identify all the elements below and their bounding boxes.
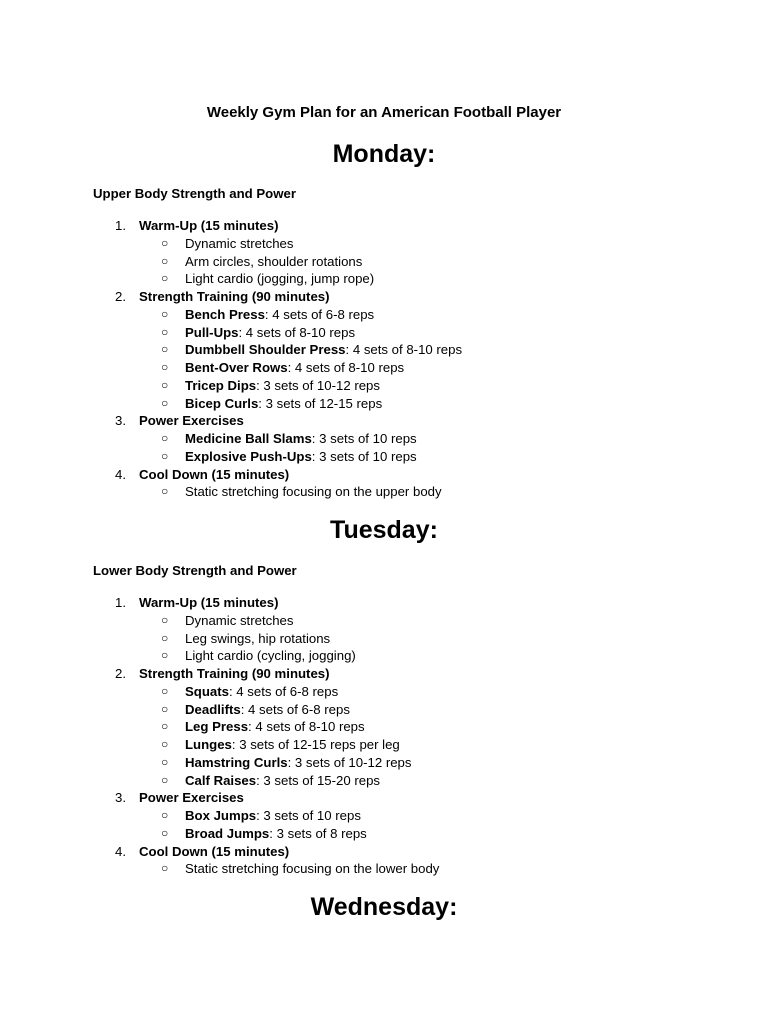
exercise-detail: : 4 sets of 8-10 reps [287,360,405,375]
day-focus-tuesday: Lower Body Strength and Power [93,563,297,578]
exercise-list-monday [93,217,462,501]
bullet-icon: ○ [161,431,169,445]
exercise-name: Bent-Over Rows [185,360,288,375]
day-heading-monday: Monday: [332,140,436,168]
exercise-detail: : 3 sets of 10-12 reps [256,377,380,393]
step-number: 2. [115,666,126,681]
step-title: Cool Down (15 minutes) [139,843,290,859]
step-sublist [93,306,462,413]
exercise-detail: : 4 sets of 6-8 reps [264,306,375,322]
item-text: Arm circles, shoulder rotations [185,253,363,269]
bullet-icon: ○ [161,342,169,357]
step-title: Warm-Up (15 minutes) [139,218,279,233]
bullet-icon: ○ [161,737,169,751]
day-heading-tuesday: Tuesday: [330,516,438,544]
exercise-detail: : 3 sets of 12-15 reps [258,395,383,411]
step-sublist [93,683,439,790]
list-item [93,448,462,466]
day-focus-monday: Upper Body Strength and Power [93,186,296,201]
exercise-list-tuesday [93,594,439,878]
item-text: Light cardio (jogging, jump rope) [185,271,375,287]
step-item [93,789,439,842]
step-sublist [93,807,439,843]
step-sublist [93,612,439,665]
list-item [93,647,439,665]
exercise-detail: : 3 sets of 10 reps [311,448,417,464]
list-item [93,341,462,359]
list-item [93,430,462,448]
item-text: Dynamic stretches [185,235,294,251]
exercise-detail: : 3 sets of 10 reps [311,431,417,446]
step-title: Strength Training (90 minutes) [139,666,330,681]
exercise-detail: : 4 sets of 8-10 reps [248,719,365,735]
step-title: Cool Down (15 minutes) [139,466,290,482]
bullet-icon: ○ [161,360,169,374]
exercise-name: Dumbbell Shoulder Press [185,342,346,358]
step-item [93,665,439,789]
list-item [93,860,439,878]
day-heading-wednesday: Wednesday: [310,893,458,921]
step-sublist [93,235,462,288]
item-text: Leg swings, hip rotations [185,630,331,646]
exercise-detail: : 4 sets of 8-10 reps [238,324,356,340]
exercise-detail: : 3 sets of 8 reps [269,825,367,841]
list-item [93,772,439,790]
list-item [93,683,439,701]
step-item [93,217,462,288]
exercise-name: Lunges [185,737,232,752]
bullet-icon: ○ [161,324,169,339]
exercise-name: Explosive Push-Ups [185,448,312,464]
exercise-detail: : 3 sets of 15-20 reps [256,772,380,788]
item-text: Dynamic stretches [185,612,294,628]
bullet-icon: ○ [161,808,169,822]
step-title: Strength Training (90 minutes) [139,289,330,304]
exercise-name: Pull-Ups [185,324,239,340]
step-item [93,843,439,879]
list-item [93,359,462,377]
step-number: 3. [115,413,126,429]
list-item [93,395,462,413]
bullet-icon: ○ [161,253,169,268]
bullet-icon: ○ [161,719,169,734]
step-item [93,412,462,465]
list-item [93,718,439,736]
exercise-detail: : 3 sets of 10 reps [256,808,361,823]
exercise-name: Medicine Ball Slams [185,431,312,446]
list-item [93,630,439,648]
document-title: Weekly Gym Plan for an American Football Player [206,104,562,121]
item-text: Static stretching focusing on the upper body [185,484,442,500]
bullet-icon: ○ [161,701,169,716]
step-title: Power Exercises [139,413,244,429]
bullet-icon: ○ [161,754,169,769]
step-title: Warm-Up (15 minutes) [139,595,279,610]
step-number: 4. [115,466,126,482]
list-item [93,235,462,253]
step-item [93,288,462,412]
step-number: 1. [115,218,126,233]
bullet-icon: ○ [161,484,169,499]
exercise-detail: : 4 sets of 6-8 reps [228,683,339,699]
list-item [93,825,439,843]
item-text: Static stretching focusing on the lower body [185,861,440,877]
exercise-detail: : 4 sets of 8-10 reps [345,342,463,358]
exercise-name: Tricep Dips [185,377,257,393]
bullet-icon: ○ [161,377,169,392]
list-item [93,701,439,719]
exercise-name: Bench Press [185,306,265,322]
step-number: 1. [115,595,126,610]
list-item [93,736,439,754]
bullet-icon: ○ [161,448,169,463]
step-sublist [93,430,462,466]
bullet-icon: ○ [161,235,169,250]
step-item [93,594,439,665]
exercise-name: Leg Press [185,719,249,735]
exercise-name: Deadlifts [185,701,241,717]
step-number: 4. [115,843,126,859]
list-item [93,612,439,630]
bullet-icon: ○ [161,683,169,698]
step-number: 3. [115,790,126,806]
exercise-name: Calf Raises [185,772,257,788]
exercise-name: Broad Jumps [185,825,270,841]
list-item [93,306,462,324]
list-item [93,270,462,288]
bullet-icon: ○ [161,271,169,286]
step-sublist [93,483,462,501]
bullet-icon: ○ [161,825,169,840]
item-text: Light cardio (cycling, jogging) [185,648,356,664]
exercise-detail: : 3 sets of 12-15 reps per leg [231,737,400,752]
list-item [93,324,462,342]
exercise-name: Hamstring Curls [185,754,288,770]
exercise-detail: : 3 sets of 10-12 reps [287,754,412,770]
list-item [93,377,462,395]
bullet-icon: ○ [161,630,169,645]
exercise-name: Bicep Curls [185,395,259,411]
list-item [93,253,462,271]
exercise-name: Squats [185,683,229,699]
bullet-icon: ○ [161,772,169,787]
list-item [93,754,439,772]
bullet-icon: ○ [161,395,169,410]
exercise-name: Box Jumps [185,808,257,823]
step-item [93,466,462,502]
bullet-icon: ○ [161,648,169,663]
bullet-icon: ○ [161,306,169,321]
list-item [93,483,462,501]
list-item [93,807,439,825]
step-number: 2. [115,289,126,304]
exercise-detail: : 4 sets of 6-8 reps [240,701,350,717]
step-sublist [93,860,439,878]
step-title: Power Exercises [139,790,244,806]
bullet-icon: ○ [161,612,169,627]
bullet-icon: ○ [161,861,169,876]
